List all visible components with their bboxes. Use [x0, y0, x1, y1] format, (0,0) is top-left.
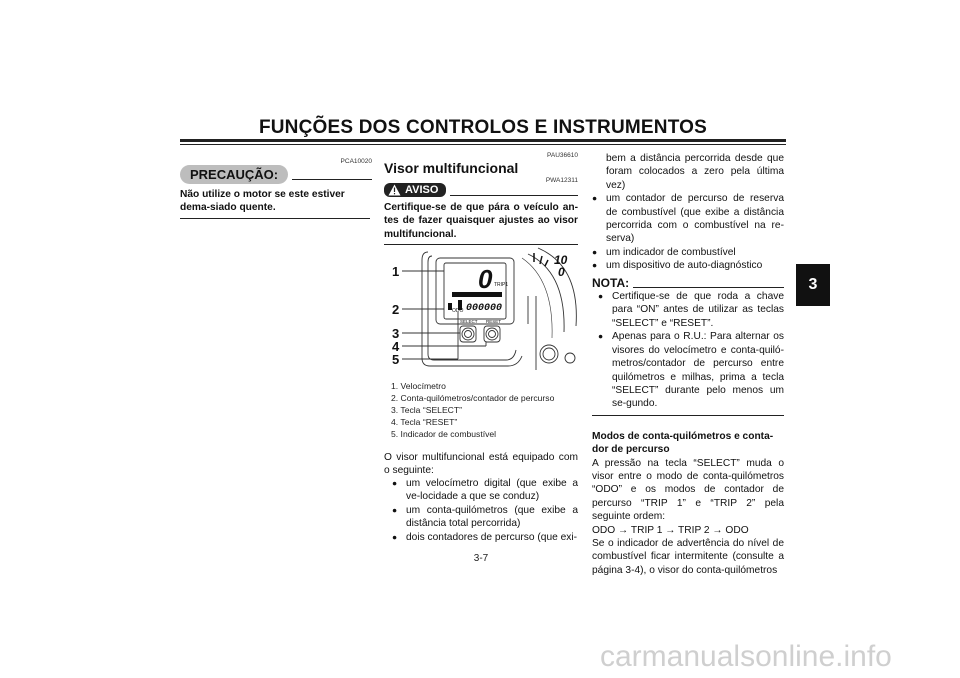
warning-label: AVISO [405, 184, 439, 196]
page-number: 3-7 [473, 553, 489, 564]
caption-item: 2. Conta-quilómetros/contador de percurso [391, 393, 555, 403]
caption-item: 4. Tecla “RESET” [391, 417, 458, 427]
caution-label: PRECAUÇÃO: [180, 165, 288, 184]
list-item: ● um dispositivo de auto-diagnóstico [592, 259, 784, 272]
intro-text: O visor multifuncional está equipado com o seguinte: [384, 452, 578, 477]
callout-2: 2 [392, 302, 400, 317]
callout-1: 1 [392, 264, 400, 279]
note-end-rule [592, 415, 784, 416]
list-item: ● dois contadores de percurso (que exi- [392, 531, 578, 544]
warning-triangle-icon [388, 184, 401, 196]
note-rule [633, 287, 784, 288]
watermark: carmanualsonline.info [600, 640, 892, 673]
reset-label: RESET [486, 319, 502, 324]
gauge-number-10: 10 [554, 253, 568, 267]
chapter-tab[interactable]: 3 [796, 264, 830, 306]
caption-item: 1. Velocímetro [391, 381, 446, 391]
instrument-figure [388, 246, 578, 372]
trip-label: TRIP1 [494, 282, 509, 288]
note-header [592, 277, 784, 290]
instrument-panel-illustration [388, 246, 578, 372]
warning-rule [450, 195, 578, 196]
subsection-body-2: Se o indicador de advertência do nível de combustível ficar intermitente (consulte a página 3-4), o visor do conta-quilómetros [592, 537, 784, 576]
warning-block [384, 183, 578, 245]
header-rule [180, 139, 786, 142]
odo-label: ODO [452, 308, 464, 314]
callout-4: 4 [392, 339, 400, 354]
caution-end-rule [180, 218, 370, 219]
note-item: ● Certifique-se de que roda a chave para “ON” antes de utilizar as teclas “SELECT” e “RESET”. [598, 290, 784, 330]
caution-text: Não utilize o motor se este estiver dema-siado quente. [180, 189, 345, 214]
speed-digit: 0 [478, 264, 493, 294]
warning-code: PWA12311 [545, 177, 578, 184]
caption-item: 5. Indicador de combustível [391, 429, 497, 439]
caution-block [180, 165, 372, 219]
list-item: ● um conta-quilómetros (que exibe a distância total percorrida) [392, 504, 578, 531]
gauge-number-0: 0 [558, 265, 565, 279]
note-item: ● Apenas para o R.U.: Para alternar os visores do velocímetro e conta-quiló-metros/contador de percurso entre quilómetros e milhas, prima a tecla “SELECT” durante pelo menos um se-gundo. [598, 330, 784, 410]
header-rule-thin [180, 144, 786, 145]
caution-rule [292, 179, 372, 180]
note-label: NOTA: [592, 275, 630, 290]
callout-5: 5 [392, 352, 400, 367]
list-item: ● um contador de percurso de reserva de combustível (que exibe a distância percorrida com o combustível na re-serva) [592, 192, 784, 246]
section-code: PAU36610 [547, 152, 578, 159]
figure-captions [391, 380, 581, 440]
caption-item: 3. Tecla “SELECT” [391, 405, 463, 415]
warning-text: Certifique-se de que pára o veículo an-tes de fazer quaisquer ajustes ao visor multifuncional. [384, 202, 578, 240]
continuation-text: bem a distância percorrida desde que foram colocados a zero pela última vez) [606, 153, 784, 191]
feature-list [392, 477, 578, 544]
right-column [592, 152, 784, 577]
callout-3: 3 [392, 326, 400, 341]
caution-code: PCA10020 [340, 158, 372, 165]
select-label: SELECT [460, 319, 478, 324]
subsection-title: Modos de conta-quilómetros e conta-dor de percurso [592, 430, 774, 456]
warning-badge [384, 183, 446, 197]
section-title: Visor multifuncional [384, 160, 519, 176]
mode-sequence: ODO → TRIP 1 → TRIP 2 → ODO [592, 524, 749, 536]
page-title: FUNÇÕES DOS CONTROLOS E INSTRUMENTOS [258, 117, 708, 138]
odo-digits: 000000 [466, 303, 503, 314]
list-item: ● um velocímetro digital (que exibe a ve-locidade a que se conduz) [392, 477, 578, 504]
list-item: ● um indicador de combustível [592, 246, 784, 259]
note-list [592, 290, 784, 411]
subsection-body: A pressão na tecla “SELECT” muda o visor entre o modo de conta-quilómetros “ODO” e os modos de contador de percurso “TRIP 1” e “TRIP 2” pela seguinte ordem: [592, 457, 784, 523]
